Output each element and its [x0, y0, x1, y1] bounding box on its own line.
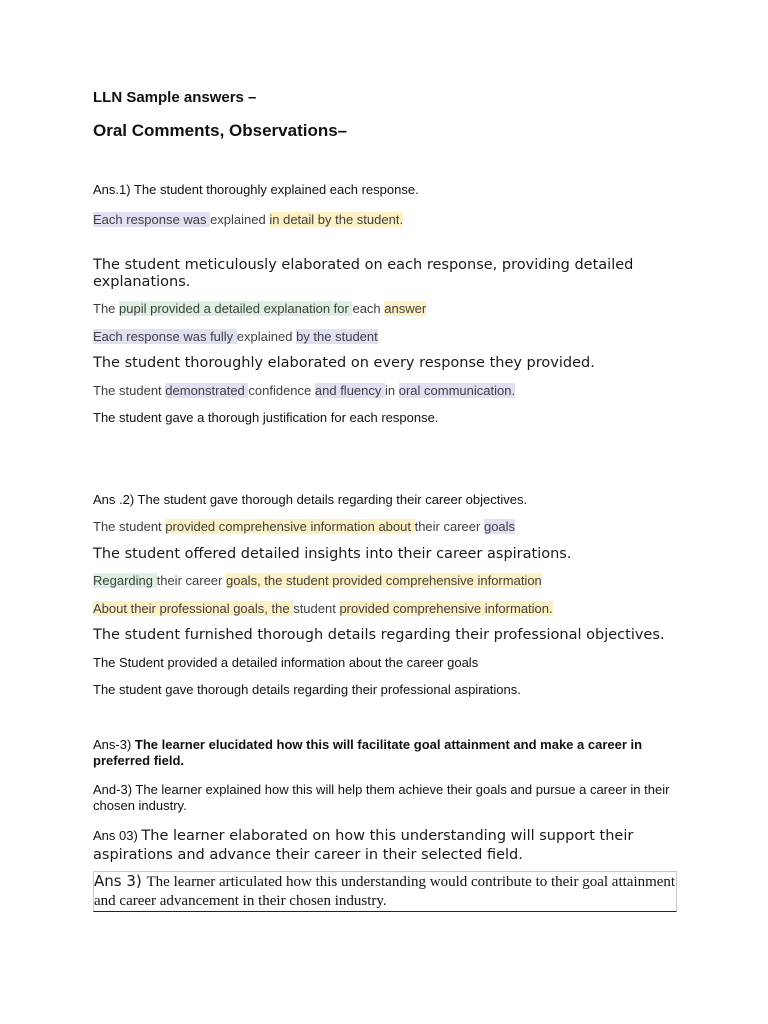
text-run: in: [385, 383, 399, 398]
highlight-blue: Each response was: [93, 212, 211, 227]
text-run: their career: [156, 573, 226, 588]
document-title: LLN Sample answers –: [93, 89, 257, 106]
text-run: Ans-3): [93, 737, 135, 752]
answer-2-variant-a: [93, 519, 515, 535]
answer-2-variant-e: The student furnished thorough details regarding their professional objectives.: [93, 627, 665, 643]
answer-1-variant-e: The student thoroughly elaborated on every response they provided.: [93, 355, 595, 371]
highlight-green: pupil provided a detailed explanation for: [119, 301, 353, 316]
highlight-yellow: answer: [384, 301, 427, 316]
answer-1-variant-b: The student meticulously elaborated on each response, providing detailed explanations.: [93, 257, 634, 291]
answer-1-variant-g: The student gave a thorough justification for each response.: [93, 410, 439, 425]
text-run: their career: [414, 519, 484, 534]
answer-3-variant-c: [93, 826, 676, 865]
answer-2-variant-g: The student gave thorough details regarding their professional aspirations.: [93, 682, 521, 697]
answer-3-variant-b: And-3) The learner explained how this will help them achieve their goals and pursue a career in their chosen industry.: [93, 782, 670, 813]
highlight-blue: oral communication.: [398, 383, 516, 398]
answer-2-variant-b: The student offered detailed insights into their career aspirations.: [93, 546, 572, 562]
answer-1-variant-d: [93, 329, 378, 345]
answer-2-label: Ans .2) The student gave thorough details regarding their career objectives.: [93, 492, 528, 507]
text-run: The student: [93, 383, 166, 398]
text-run: confidence: [248, 383, 315, 398]
answer-2-variant-c: [93, 573, 542, 589]
document-subtitle: Oral Comments, Observations–: [93, 121, 348, 140]
answer-1-variant-f: [93, 383, 515, 399]
text-run-serif: The learner articulated how this understanding would contribute to their goal attainment and career advancement in their chosen industry.: [94, 874, 676, 910]
answer-2-variant-d: [93, 601, 553, 617]
answer-3-variant-d: [93, 871, 677, 912]
highlight-green: Regarding: [93, 573, 157, 588]
answer-2-variant-f: The Student provided a detailed information about the career goals: [93, 655, 479, 670]
highlight-yellow: goals, the student provided comprehensive information: [225, 573, 542, 588]
text-run: Ans 03): [93, 828, 142, 843]
text-run: Ans 3): [94, 872, 147, 890]
text-run-bold: The learner elucidated how this will facilitate goal attainment and make a career in preferred field.: [93, 737, 643, 768]
text-run: The: [93, 301, 120, 316]
highlight-blue: demonstrated: [165, 383, 249, 398]
highlight-blue: goals: [483, 519, 516, 534]
text-run: explained: [210, 212, 270, 227]
answer-3-variant-a: [93, 737, 676, 768]
highlight-blue: by the student: [296, 329, 378, 344]
answer-1-variant-a: [93, 212, 403, 228]
highlight-yellow: in detail by the student: [269, 212, 400, 227]
text-run: The learner elaborated on how this understanding will support their aspirations and advance their career in their selected field.: [93, 828, 634, 864]
highlight-yellow: provided comprehensive information about: [165, 519, 415, 534]
text-run: explained: [236, 329, 297, 344]
highlight-blue: Each response was fully: [93, 329, 237, 344]
answer-1-variant-c: [93, 301, 426, 317]
highlight-yellow: .: [399, 212, 404, 227]
text-run: each: [352, 301, 385, 316]
highlight-blue: and fluency: [314, 383, 385, 398]
answer-1-label: Ans.1) The student thoroughly explained each response.: [93, 182, 419, 197]
text-run: student: [293, 601, 340, 616]
text-run: The student: [93, 519, 166, 534]
highlight-yellow: provided comprehensive information.: [339, 601, 553, 616]
highlight-yellow: About their professional goals, the: [93, 601, 294, 616]
